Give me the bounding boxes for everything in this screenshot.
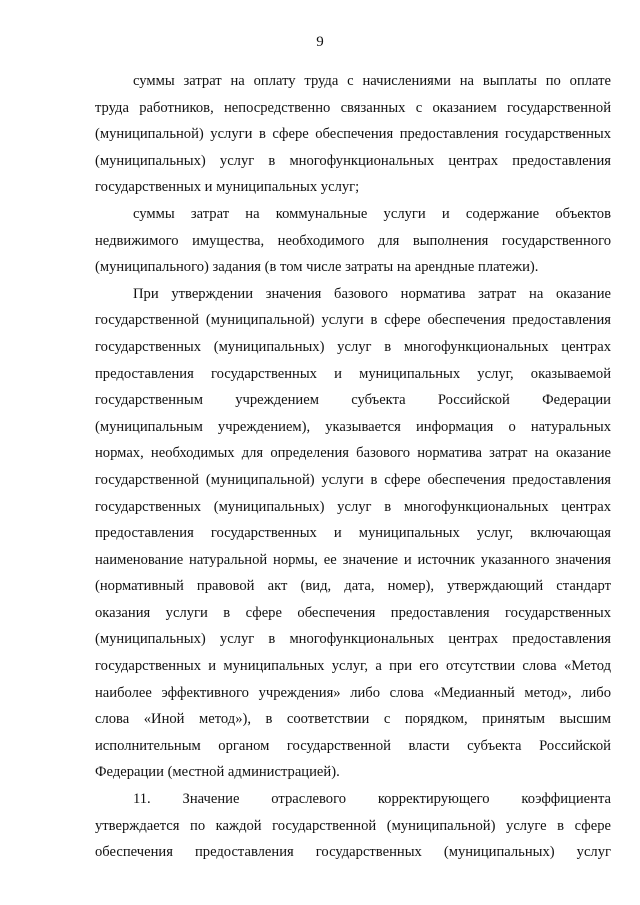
text-line: труда работников, непосредственно связанных с оказанием государственной	[95, 99, 611, 116]
paragraph-base-norm-approval	[95, 281, 611, 786]
text-line: государственных и муниципальных услуг;	[95, 179, 360, 196]
text-line: 11. Значение отраслевого корректирующего коэффициента	[133, 791, 611, 808]
text-line: оказания услуги в сфере обеспечения предоставления государственных	[95, 604, 611, 621]
text-line: Федерации (местной администрацией).	[95, 764, 340, 781]
text-line: предоставления государственных и муниципальных услуг, оказываемой	[95, 365, 611, 382]
text-line: государственных (муниципальных) услуг в многофункциональных центрах	[95, 338, 611, 355]
text-line: (муниципальных) услуг в многофункциональных центрах предоставления	[95, 152, 611, 169]
text-line: (муниципальной) услуги в сфере обеспечения предоставления государственных	[95, 126, 611, 143]
text-line: При утверждении значения базового норматива затрат на оказание	[133, 285, 611, 302]
text-line: недвижимого имущества, необходимого для выполнения государственного	[95, 232, 611, 249]
page-number: 9	[316, 34, 324, 50]
text-line: исполнительным органом государственной власти субъекта Российской	[95, 737, 611, 754]
text-line: государственной (муниципальной) услуги в сфере обеспечения предоставления	[95, 312, 611, 329]
text-line: суммы затрат на коммунальные услуги и содержание объектов	[133, 205, 611, 222]
paragraph-costs-labor	[95, 68, 611, 201]
text-line: государственных (муниципальных) услуг в многофункциональных центрах	[95, 498, 611, 515]
text-line: утверждается по каждой государственной (муниципальной) услуге в сфере	[95, 817, 611, 834]
text-line: государственной (муниципальной) услуги в сфере обеспечения предоставления	[95, 471, 611, 488]
text-line: наиболее эффективного учреждения» либо слова «Медианный метод», либо	[95, 684, 611, 701]
text-line: слова «Иной метод»), в соответствии с порядком, принятым высшим	[95, 711, 611, 728]
text-line: (муниципальных) услуг в многофункциональных центрах предоставления	[95, 631, 611, 648]
text-line: (муниципального) задания (в том числе затраты на арендные платежи).	[95, 259, 539, 276]
text-line: (муниципальным учреждением), указывается информация о натуральных	[95, 418, 611, 435]
text-line: государственных и муниципальных услуг, а при его отсутствии слова «Метод	[95, 658, 611, 675]
text-line: нормах, необходимых для определения базового норматива затрат на оказание	[95, 445, 611, 462]
text-line: государственным учреждением субъекта Российской Федерации	[95, 392, 611, 409]
text-line: наименование натуральной нормы, ее значение и источник указанного значения	[95, 551, 611, 568]
text-line: суммы затрат на оплату труда с начислениями на выплаты по оплате	[133, 73, 611, 89]
text-line: (нормативный правовой акт (вид, дата, номер), утверждающий стандарт	[95, 578, 611, 595]
document-body	[95, 68, 611, 866]
paragraph-costs-utilities	[95, 201, 611, 281]
paragraph-clause-11	[95, 786, 611, 866]
text-line: предоставления государственных и муниципальных услуг, включающая	[95, 525, 611, 542]
text-line: обеспечения предоставления государственных (муниципальных) услуг	[95, 844, 611, 861]
